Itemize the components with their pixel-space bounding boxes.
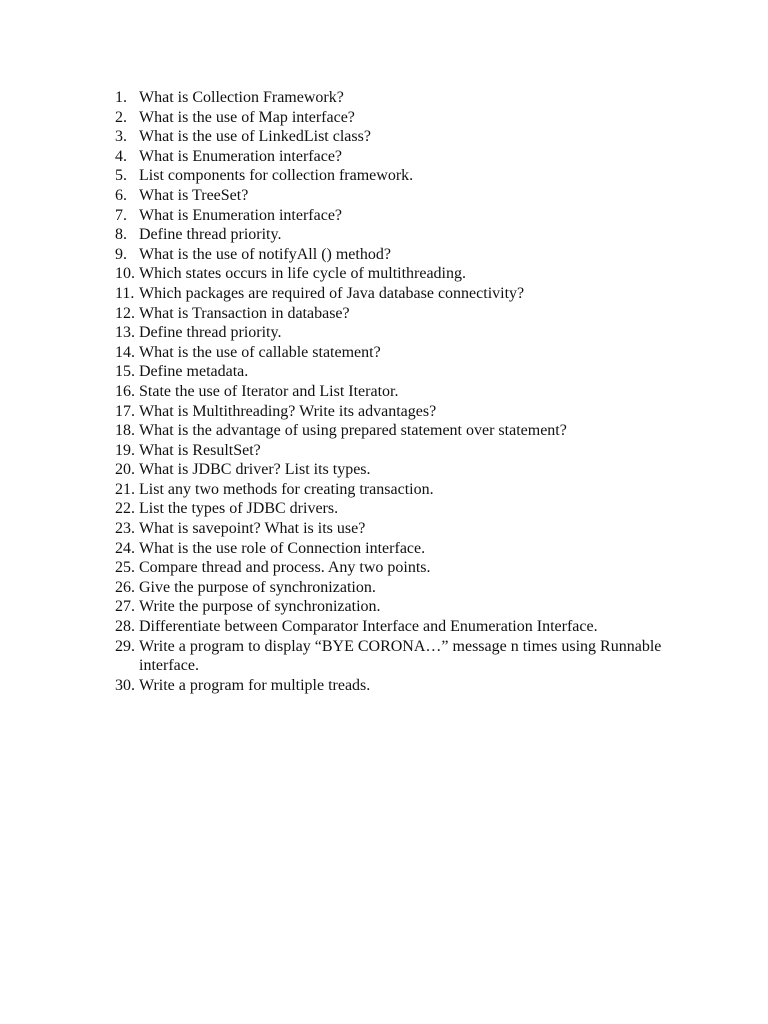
question-item xyxy=(115,108,675,128)
question-item xyxy=(115,225,675,245)
question-number: 4. xyxy=(115,147,127,165)
question-text: What is TreeSet? xyxy=(139,186,249,204)
question-number: 8. xyxy=(115,226,127,244)
question-number: 21. xyxy=(115,480,135,498)
question-text: Define thread priority. xyxy=(139,324,282,342)
question-item xyxy=(115,206,675,226)
question-number: 14. xyxy=(115,343,135,361)
question-number: 2. xyxy=(115,108,127,126)
question-number: 11. xyxy=(115,284,135,302)
question-number: 20. xyxy=(115,461,135,479)
question-number: 18. xyxy=(115,422,135,440)
question-text: Write a program to display “BYE CORONA…” message n times using Runnable interface. xyxy=(139,637,662,675)
question-text: What is the use of Map interface? xyxy=(139,108,355,126)
question-item xyxy=(115,304,675,324)
question-text: Compare thread and process. Any two points. xyxy=(139,559,431,577)
question-item xyxy=(115,323,675,343)
question-text: What is the use of callable statement? xyxy=(139,343,381,361)
question-number: 12. xyxy=(115,304,135,322)
question-text: State the use of Iterator and List Iterator. xyxy=(139,382,399,400)
question-item xyxy=(115,88,675,108)
question-number: 6. xyxy=(115,186,127,204)
question-number: 26. xyxy=(115,578,135,596)
question-text: What is the advantage of using prepared statement over statement? xyxy=(139,422,567,440)
question-text: What is Multithreading? Write its advantages? xyxy=(139,402,437,420)
question-text: Define metadata. xyxy=(139,363,249,381)
question-text: What is Enumeration interface? xyxy=(139,147,343,165)
question-text: What is Transaction in database? xyxy=(139,304,350,322)
question-number: 3. xyxy=(115,128,127,146)
question-number: 17. xyxy=(115,402,135,420)
question-text: Which states occurs in life cycle of multithreading. xyxy=(139,265,466,283)
question-text: Which packages are required of Java database connectivity? xyxy=(139,284,525,302)
question-number: 9. xyxy=(115,245,127,263)
question-text: Give the purpose of synchronization. xyxy=(139,578,376,596)
question-number: 5. xyxy=(115,167,127,185)
question-number: 27. xyxy=(115,598,135,616)
question-number: 19. xyxy=(115,441,135,459)
question-text: What is the use role of Connection interface. xyxy=(139,539,426,557)
question-item xyxy=(115,166,675,186)
question-item xyxy=(115,617,675,637)
question-list xyxy=(115,88,675,695)
question-number: 23. xyxy=(115,520,135,538)
question-number: 16. xyxy=(115,382,135,400)
question-item xyxy=(115,245,675,265)
question-item xyxy=(115,519,675,539)
question-number: 22. xyxy=(115,500,135,518)
question-number: 15. xyxy=(115,363,135,381)
question-text: List the types of JDBC drivers. xyxy=(139,500,339,518)
question-item xyxy=(115,421,675,441)
question-item xyxy=(115,460,675,480)
question-item xyxy=(115,343,675,363)
question-item xyxy=(115,558,675,578)
question-number: 10. xyxy=(115,265,135,283)
question-item xyxy=(115,578,675,598)
question-item xyxy=(115,637,675,676)
question-number: 25. xyxy=(115,559,135,577)
question-item xyxy=(115,441,675,461)
question-number: 30. xyxy=(115,676,135,694)
question-text: Define thread priority. xyxy=(139,226,282,244)
question-text: What is JDBC driver? List its types. xyxy=(139,461,371,479)
question-item xyxy=(115,676,675,696)
question-text: What is ResultSet? xyxy=(139,441,261,459)
question-text: What is the use of notifyAll () method? xyxy=(139,245,391,263)
question-text: Differentiate between Comparator Interface and Enumeration Interface. xyxy=(139,618,598,636)
question-text: What is Enumeration interface? xyxy=(139,206,343,224)
question-text: List components for collection framework. xyxy=(139,167,414,185)
question-item xyxy=(115,382,675,402)
question-number: 13. xyxy=(115,324,135,342)
question-number: 7. xyxy=(115,206,127,224)
question-item xyxy=(115,127,675,147)
question-item xyxy=(115,362,675,382)
question-number: 1. xyxy=(115,89,127,106)
question-number: 24. xyxy=(115,539,135,557)
question-text: What is savepoint? What is its use? xyxy=(139,520,366,538)
question-text: Write a program for multiple treads. xyxy=(139,676,371,694)
question-item xyxy=(115,539,675,559)
question-number: 29. xyxy=(115,637,135,655)
question-item xyxy=(115,480,675,500)
question-item xyxy=(115,264,675,284)
question-text: What is the use of LinkedList class? xyxy=(139,128,371,146)
question-number: 28. xyxy=(115,618,135,636)
question-item xyxy=(115,597,675,617)
question-item xyxy=(115,186,675,206)
question-item xyxy=(115,402,675,422)
question-item xyxy=(115,147,675,167)
question-item xyxy=(115,499,675,519)
question-text: Write the purpose of synchronization. xyxy=(139,598,381,616)
question-text: What is Collection Framework? xyxy=(139,89,344,106)
question-text: List any two methods for creating transaction. xyxy=(139,480,434,498)
question-item xyxy=(115,284,675,304)
